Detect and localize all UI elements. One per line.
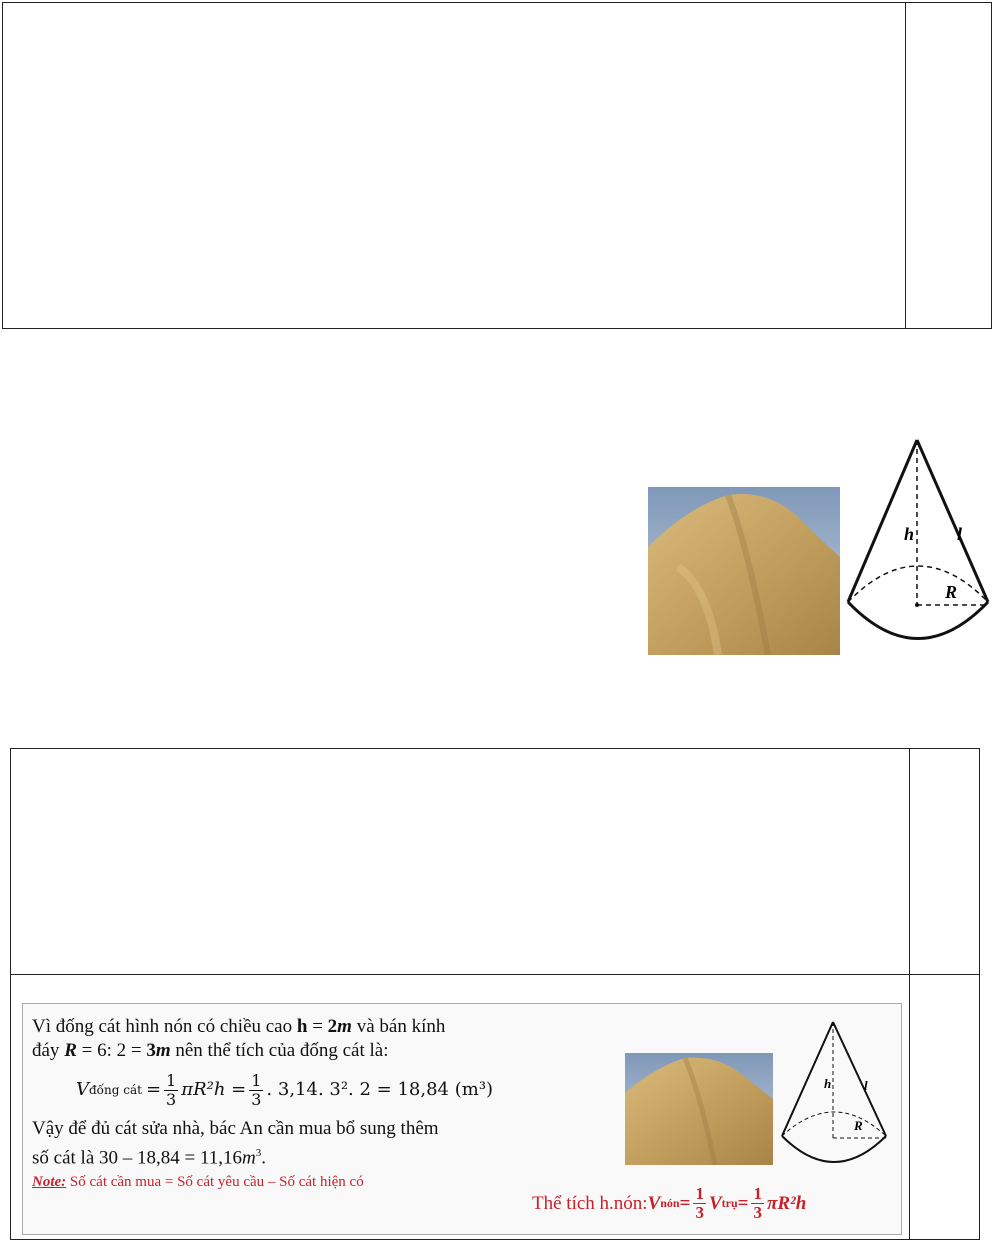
solution-line-2: đáy R = 6: 2 = 3m nên thể tích của đống cát là: — [32, 1040, 389, 1061]
small-cone-label-r: R — [854, 1118, 863, 1133]
cone-label-h: h — [904, 524, 915, 544]
fraction-one-third: $\frac{1}{3}$ — [166, 1070, 177, 1109]
small-cone-label-l: l — [864, 1078, 868, 1093]
fraction-one-third-2: $\frac{1}{3}$ — [251, 1070, 262, 1109]
solution-line-4: số cát là $30 - 18,84 = 11,16m^3$. — [32, 1147, 266, 1169]
cone-diagram-small — [778, 1018, 898, 1178]
bottom-table-row-divider — [11, 974, 979, 975]
solution-text — [32, 1015, 522, 1194]
sand-pile-photo-small — [625, 1053, 773, 1165]
sand-pile-photo — [648, 487, 840, 655]
formula-fraction-2: $\frac{1}{3}$ — [753, 1184, 762, 1222]
formula-fraction-1: $\frac{1}{3}$ — [695, 1184, 704, 1222]
cone-volume-formula: Thể tích h.nón: V nón = $\frac{1}{3}$ V trụ = $\frac{1}{3}$ πR²h — [532, 1184, 807, 1222]
solution-line-1: Vì đống cát hình nón có chiều cao h = 2m và bán kính — [32, 1016, 446, 1037]
cone-diagram — [840, 430, 1000, 660]
solution-line-3: Vậy để đủ cát sửa nhà, bác An cần mua bổ sung thêm — [32, 1118, 439, 1139]
volume-formula: V đống cát = $\frac{1}{3}$ πR²h = $\frac{1}{3}$ . 3,14. 3². 2 = 18,84 (m³) — [76, 1070, 494, 1109]
bottom-table-divider — [909, 749, 910, 1239]
top-table — [2, 2, 992, 329]
cone-label-l: l — [957, 524, 963, 544]
note-line: Note: Số cát cần mua = Số cát yêu cầu – Số cát hiện có — [32, 1174, 364, 1191]
small-cone-label-h: h — [824, 1076, 832, 1091]
cone-label-r: R — [945, 582, 958, 602]
top-table-divider — [905, 3, 906, 328]
